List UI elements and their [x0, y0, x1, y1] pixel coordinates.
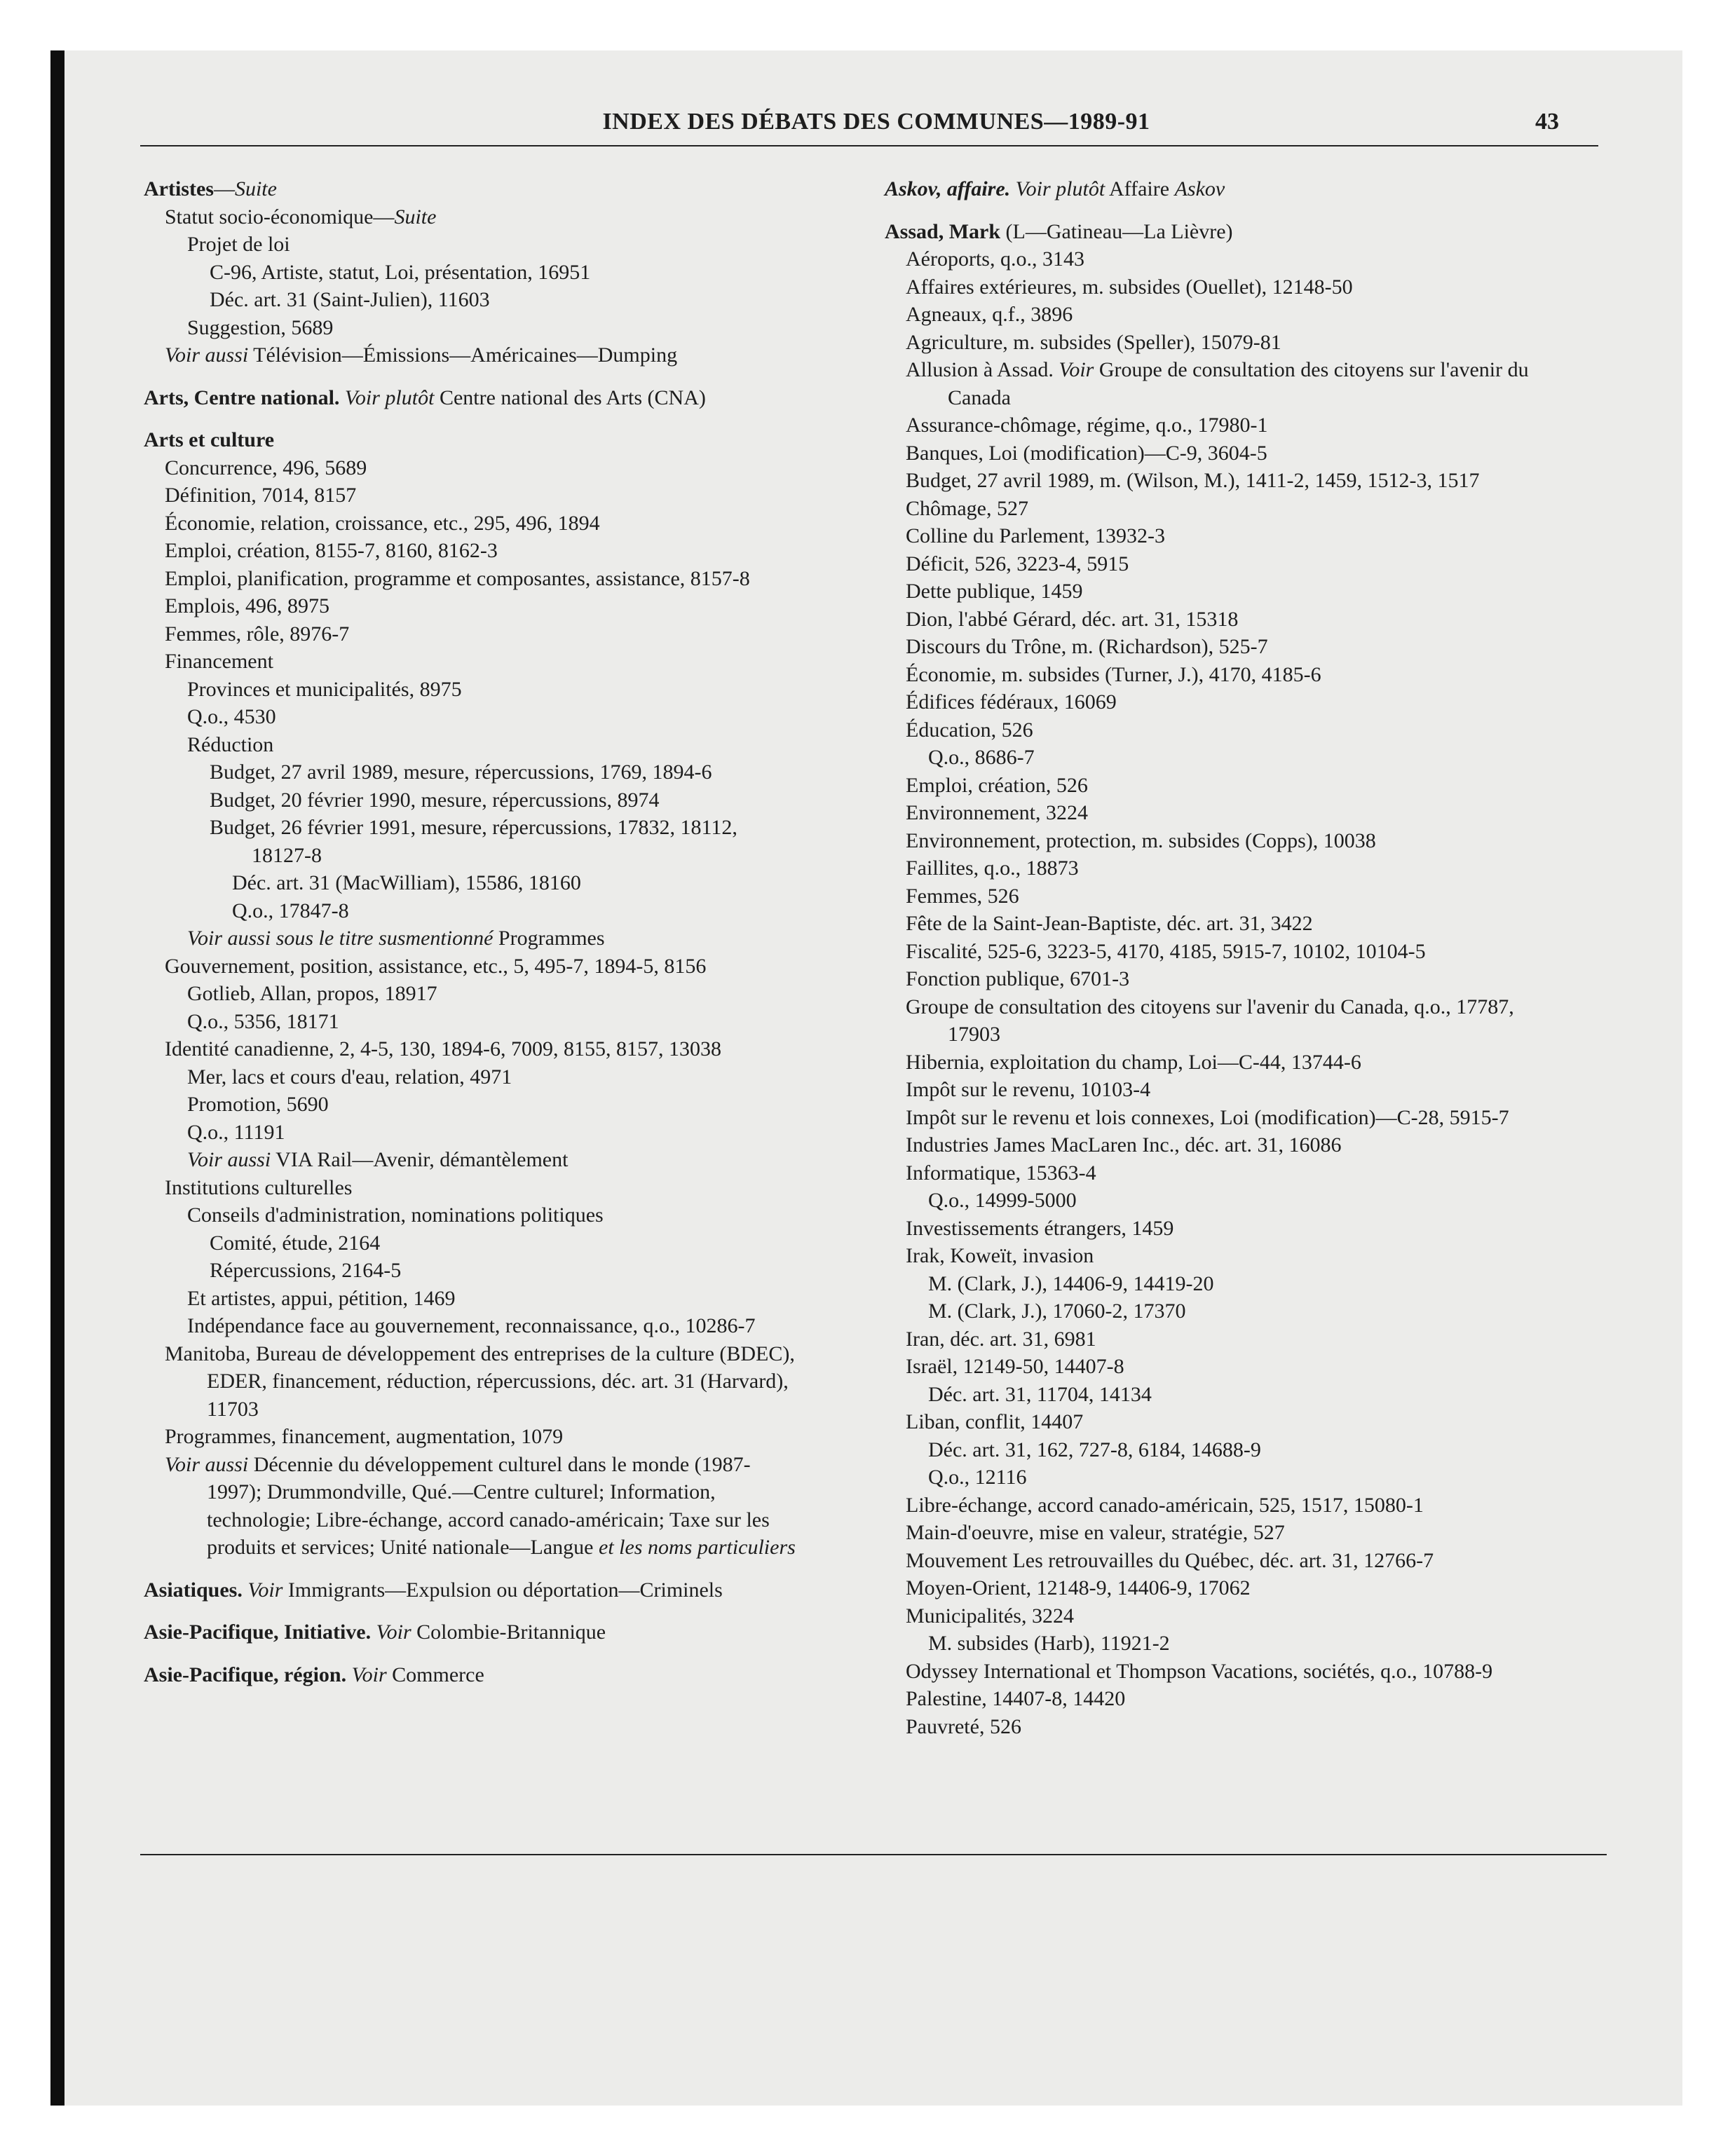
entry-text: Mer, lacs et cours d'eau, relation, 4971 [187, 1065, 512, 1089]
index-subentry [906, 522, 1537, 550]
index-subentry [928, 744, 1537, 772]
index-subentry [906, 633, 1537, 661]
index-subentry [165, 454, 796, 482]
index-subentry [187, 980, 796, 1008]
entry-text: Voir [247, 1578, 283, 1602]
entry-text: Colombie-Britannique [411, 1621, 606, 1644]
entry-text: Industries James MacLaren Inc., déc. art. 31, 16086 [906, 1133, 1342, 1157]
entry-text: Financement [165, 650, 273, 673]
index-subentry [165, 648, 796, 676]
entry-text: Budget, 20 février 1990, mesure, répercussions, 8974 [210, 788, 660, 812]
index-heading-entry [144, 384, 796, 412]
entry-text: Immigrants—Expulsion ou déportation—Criminels [283, 1578, 723, 1602]
entry-text: Groupe de consultation des citoyens sur l'avenir du Canada [948, 358, 1529, 409]
entry-text: Suite [234, 177, 277, 200]
entry-text: Informatique, 15363-4 [906, 1161, 1096, 1185]
entry-text: Et artistes, appui, pétition, 1469 [187, 1286, 456, 1310]
index-subentry [906, 882, 1537, 910]
index-subentry [928, 1630, 1537, 1658]
entry-text: Odyssey International et Thompson Vacations, sociétés, q.o., 10788-9 [906, 1659, 1493, 1683]
entry-text: Voir plutôt [344, 386, 435, 409]
entry-text: Voir aussi sous le titre susmentionné [187, 927, 494, 950]
entry-text: M. (Clark, J.), 14406-9, 14419-20 [928, 1271, 1214, 1295]
index-subentry [210, 286, 796, 314]
entry-text: Provinces et municipalités, 8975 [187, 677, 462, 701]
index-subentry [928, 1436, 1537, 1464]
entry-text: Budget, 27 avril 1989, m. (Wilson, M.), 1411-2, 1459, 1512-3, 1517 [906, 469, 1480, 492]
index-subentry [906, 1519, 1537, 1547]
entry-text: Artistes [144, 177, 214, 200]
index-heading-entry [144, 175, 796, 203]
index-subentry [165, 482, 796, 510]
index-subentry [165, 203, 796, 231]
entry-text: Projet de loi [187, 233, 290, 256]
index-subentry [187, 1008, 796, 1036]
index-subentry [906, 661, 1537, 689]
entry-text: (L—Gatineau—La Lièvre) [1000, 219, 1233, 243]
index-subentry [906, 1104, 1537, 1132]
entry-text: Aéroports, q.o., 3143 [906, 247, 1084, 271]
entry-text: Fête de la Saint-Jean-Baptiste, déc. art. 31, 3422 [906, 912, 1313, 935]
entry-text: Groupe de consultation des citoyens sur l'avenir du Canada, q.o., 17787, 17903 [906, 995, 1514, 1046]
index-subentry [906, 550, 1537, 578]
entry-text: — [213, 177, 235, 200]
entry-text: Pauvreté, 526 [906, 1714, 1021, 1738]
entry-text: Irak, Koweït, invasion [906, 1244, 1094, 1267]
entry-text: M. subsides (Harb), 11921-2 [928, 1632, 1170, 1655]
entry-text: Voir [351, 1663, 387, 1686]
index-subentry [906, 411, 1537, 439]
entry-text [371, 1621, 376, 1644]
index-subentry [165, 1035, 796, 1063]
entry-text [339, 386, 345, 409]
entry-text: Hibernia, exploitation du champ, Loi—C-44, 13744-6 [906, 1050, 1361, 1074]
entry-text: Déc. art. 31, 162, 727-8, 6184, 14688-9 [928, 1438, 1261, 1461]
index-subentry [906, 495, 1537, 523]
index-subentry [165, 510, 796, 538]
entry-text: Déc. art. 31, 11704, 14134 [928, 1382, 1152, 1406]
index-subentry [210, 1229, 796, 1257]
entry-text: Éducation, 526 [906, 718, 1033, 742]
index-heading-entry [144, 1618, 796, 1646]
index-subentry [906, 1242, 1537, 1270]
entry-text: Voir aussi [187, 1148, 271, 1171]
entry-text: Asiatiques. [144, 1578, 243, 1602]
entry-text: Q.o., 11191 [187, 1120, 285, 1144]
entry-text: Affaire [1105, 177, 1175, 200]
index-subentry [187, 314, 796, 342]
index-column-right [885, 175, 1537, 1740]
entry-text: Discours du Trône, m. (Richardson), 525-7 [906, 635, 1268, 658]
entry-text: Voir plutôt [1015, 177, 1105, 200]
index-subentry [187, 925, 796, 953]
entry-text: Identité canadienne, 2, 4-5, 130, 1894-6, 7009, 8155, 8157, 13038 [165, 1037, 722, 1060]
index-subentry [906, 467, 1537, 495]
entry-text: Gouvernement, position, assistance, etc., 5, 495-7, 1894-5, 8156 [165, 954, 707, 978]
index-subentry [906, 301, 1537, 329]
index-subentry [210, 758, 796, 786]
index-subentry [906, 1713, 1537, 1741]
index-subentry [232, 869, 796, 897]
entry-text: Emploi, création, 526 [906, 773, 1088, 797]
entry-text: M. (Clark, J.), 17060-2, 17370 [928, 1299, 1186, 1323]
scan-edge [50, 50, 64, 2106]
index-subentry [187, 1063, 796, 1091]
index-subentry [906, 1602, 1537, 1630]
index-subentry [906, 1353, 1537, 1381]
entry-text: Environnement, protection, m. subsides (Copps), 10038 [906, 828, 1376, 852]
index-subentry [906, 1547, 1537, 1575]
entry-text: Q.o., 12116 [928, 1466, 1027, 1489]
index-subentry [906, 578, 1537, 606]
entry-text: Emploi, création, 8155-7, 8160, 8162-3 [165, 539, 498, 562]
entry-text: Décennie du développement culturel dans le monde (1987-1997); Drummondville, Qué.—Centre culturel; Information, technologie; Libre-échange, accord canado-américain; Taxe sur les produits et services; Unité nationale—Langue [207, 1452, 770, 1559]
footer-rule [140, 1854, 1607, 1855]
entry-text: Budget, 27 avril 1989, mesure, répercussions, 1769, 1894-6 [210, 760, 712, 784]
entry-text: Asie-Pacifique, Initiative. [144, 1621, 372, 1644]
index-subentry [928, 1270, 1537, 1298]
index-subentry [187, 1312, 796, 1340]
index-heading-entry [885, 218, 1537, 246]
entry-text: Libre-échange, accord canado-américain, 525, 1517, 15080-1 [906, 1493, 1424, 1517]
entry-text: Faillites, q.o., 18873 [906, 857, 1079, 880]
entry-text: Emplois, 496, 8975 [165, 594, 330, 618]
entry-text: Répercussions, 2164-5 [210, 1259, 402, 1282]
entry-text: Q.o., 8686-7 [928, 746, 1035, 769]
entry-text: Institutions culturelles [165, 1175, 353, 1199]
entry-text: Programmes, financement, augmentation, 1079 [165, 1425, 564, 1448]
entry-text: Fonction publique, 6701-3 [906, 967, 1130, 990]
index-subentry [165, 1340, 796, 1424]
entry-text: Agriculture, m. subsides (Speller), 15079-81 [906, 330, 1281, 354]
entry-text: Télévision—Émissions—Américaines—Dumping [248, 343, 678, 367]
entry-text: Déficit, 526, 3223-4, 5915 [906, 552, 1129, 575]
index-subentry [906, 1325, 1537, 1353]
entry-text: Q.o., 4530 [187, 705, 276, 728]
index-subentry [165, 592, 796, 620]
entry-text [1010, 177, 1016, 200]
index-subentry [187, 1201, 796, 1229]
index-subentry [906, 854, 1537, 882]
index-subentry [906, 1685, 1537, 1713]
index-subentry [906, 1131, 1537, 1159]
index-heading-entry [885, 175, 1537, 203]
index-subentry [187, 703, 796, 731]
entry-text: Dion, l'abbé Gérard, déc. art. 31, 15318 [906, 607, 1239, 631]
index-subentry [187, 1285, 796, 1313]
index-subentry [187, 1146, 796, 1174]
entry-text: Édifices fédéraux, 16069 [906, 690, 1117, 714]
entry-text: Voir aussi [165, 343, 249, 367]
index-heading-entry [144, 426, 796, 454]
index-subentry [906, 1215, 1537, 1243]
entry-text: Chômage, 527 [906, 496, 1028, 520]
entry-text: Programmes [493, 927, 605, 950]
entry-text: Iran, déc. art. 31, 6981 [906, 1327, 1096, 1351]
entry-text [346, 1663, 352, 1686]
index-subentry [906, 439, 1537, 468]
index-subentry [906, 1159, 1537, 1187]
entry-text: Mouvement Les retrouvailles du Québec, déc. art. 31, 12766-7 [906, 1548, 1434, 1572]
index-subentry [906, 716, 1537, 744]
entry-text: Économie, m. subsides (Turner, J.), 4170, 4185-6 [906, 662, 1321, 686]
index-subentry [165, 537, 796, 565]
entry-text: Investissements étrangers, 1459 [906, 1216, 1174, 1240]
entry-text: Définition, 7014, 8157 [165, 484, 357, 507]
index-subentry [187, 731, 796, 759]
entry-text: Déc. art. 31 (MacWilliam), 15586, 18160 [232, 871, 581, 894]
entry-text: Indépendance face au gouvernement, reconnaissance, q.o., 10286-7 [187, 1314, 756, 1337]
index-subentry [906, 1658, 1537, 1686]
index-subentry [165, 565, 796, 593]
entry-text: Emploi, planification, programme et composantes, assistance, 8157-8 [165, 566, 750, 590]
index-subentry [165, 620, 796, 648]
index-subentry [906, 772, 1537, 800]
index-subentry [187, 1091, 796, 1119]
index-subentry [187, 676, 796, 704]
entry-text: Municipalités, 3224 [906, 1604, 1074, 1628]
entry-text: Agneaux, q.f., 3896 [906, 303, 1073, 326]
entry-text: Conseils d'administration, nominations politiques [187, 1203, 604, 1227]
index-subentry [906, 938, 1537, 966]
entry-text: Économie, relation, croissance, etc., 295, 496, 1894 [165, 511, 600, 535]
entry-text: Comité, étude, 2164 [210, 1231, 381, 1255]
index-subentry [165, 1174, 796, 1202]
index-subentry [165, 1451, 796, 1562]
index-subentry [906, 329, 1537, 357]
entry-text: Assad, Mark [885, 219, 1001, 243]
page-number: 43 [1535, 109, 1559, 135]
entry-text: Centre national des Arts (CNA) [434, 386, 706, 409]
entry-text: Arts, Centre national. [144, 386, 340, 409]
index-subentry [906, 1492, 1537, 1520]
index-subentry [906, 245, 1537, 273]
entry-text: Allusion à Assad. [906, 358, 1059, 381]
entry-text: Palestine, 14407-8, 14420 [906, 1687, 1126, 1710]
entry-text: Environnement, 3224 [906, 801, 1088, 824]
index-subentry [165, 341, 796, 369]
entry-text: Assurance-chômage, régime, q.o., 17980-1 [906, 414, 1268, 437]
index-subentry [928, 1464, 1537, 1492]
index-subentry [928, 1297, 1537, 1325]
entry-text: Liban, conflit, 14407 [906, 1410, 1084, 1433]
entry-text: Suite [394, 205, 437, 228]
index-subentry [187, 231, 796, 259]
index-subentry [165, 1423, 796, 1451]
index-subentry [906, 1574, 1537, 1602]
index-subentry [906, 273, 1537, 301]
entry-text: Main-d'oeuvre, mise en valeur, stratégie, 527 [906, 1521, 1285, 1544]
entry-text: Israël, 12149-50, 14407-8 [906, 1355, 1124, 1378]
running-header-title: INDEX DES DÉBATS DES COMMUNES—1989-91 [602, 109, 1150, 135]
entry-text: Dette publique, 1459 [906, 580, 1083, 603]
index-subentry [906, 356, 1537, 411]
index-heading-entry [144, 1576, 796, 1604]
entry-text: Askov [1174, 177, 1225, 200]
entry-text: Déc. art. 31 (Saint-Julien), 11603 [210, 288, 490, 311]
entry-text: Q.o., 5356, 18171 [187, 1009, 339, 1033]
entry-text: Fiscalité, 525-6, 3223-5, 4170, 4185, 5915-7, 10102, 10104-5 [906, 939, 1426, 963]
index-column-left [144, 175, 796, 1688]
index-subentry [210, 814, 796, 869]
entry-text: Affaires extérieures, m. subsides (Ouellet), 12148-50 [906, 275, 1353, 299]
entry-text: Arts et culture [144, 428, 275, 451]
entry-text: et les noms particuliers [599, 1536, 796, 1559]
index-subentry [906, 965, 1537, 993]
index-subentry [906, 799, 1537, 827]
entry-text: Réduction [187, 732, 274, 756]
entry-text: Femmes, rôle, 8976-7 [165, 622, 350, 646]
index-subentry [906, 910, 1537, 938]
index-subentry [210, 259, 796, 287]
entry-text: Manitoba, Bureau de développement des entreprises de la culture (BDEC), EDER, financement, réduction, répercussions, déc. art. 31 (Harvard), 11703 [165, 1342, 795, 1421]
entry-text: Banques, Loi (modification)—C-9, 3604-5 [906, 441, 1267, 465]
index-subentry [928, 1381, 1537, 1409]
index-heading-entry [144, 1661, 796, 1689]
index-subentry [906, 827, 1537, 855]
header-rule [140, 145, 1598, 146]
index-subentry [906, 993, 1537, 1049]
entry-text: Askov, affaire. [885, 177, 1011, 200]
entry-text: Moyen-Orient, 12148-9, 14406-9, 17062 [906, 1576, 1251, 1599]
entry-text: Asie-Pacifique, région. [144, 1663, 347, 1686]
entry-text: Impôt sur le revenu, 10103-4 [906, 1078, 1151, 1101]
index-subentry [187, 1119, 796, 1147]
entry-text: Suggestion, 5689 [187, 315, 334, 339]
entry-text: Statut socio-économique— [165, 205, 395, 228]
entry-text: Gotlieb, Allan, propos, 18917 [187, 982, 437, 1005]
entry-text: Femmes, 526 [906, 884, 1019, 908]
index-subentry [906, 1076, 1537, 1104]
entry-text: Q.o., 14999-5000 [928, 1189, 1077, 1212]
index-subentry [232, 897, 796, 925]
index-subentry [210, 786, 796, 814]
entry-text: Concurrence, 496, 5689 [165, 456, 367, 479]
entry-text: Budget, 26 février 1991, mesure, répercussions, 17832, 18112, 18127-8 [210, 816, 737, 867]
entry-text: Impôt sur le revenu et lois connexes, Loi (modification)—C-28, 5915-7 [906, 1105, 1509, 1129]
index-subentry [210, 1257, 796, 1285]
entry-text: Voir aussi [165, 1452, 249, 1476]
entry-text: Voir [376, 1621, 411, 1644]
entry-text: Q.o., 17847-8 [232, 899, 349, 922]
entry-text: Voir [1059, 358, 1094, 381]
index-subentry [928, 1187, 1537, 1215]
entry-text: Commerce [386, 1663, 484, 1686]
index-subentry [165, 953, 796, 981]
entry-text: C-96, Artiste, statut, Loi, présentation, 16951 [210, 260, 591, 284]
index-subentry [906, 688, 1537, 716]
entry-text: VIA Rail—Avenir, démantèlement [271, 1148, 569, 1171]
index-subentry [906, 606, 1537, 634]
index-subentry [906, 1049, 1537, 1077]
entry-text: Promotion, 5690 [187, 1093, 329, 1116]
entry-text: Colline du Parlement, 13932-3 [906, 524, 1165, 547]
index-subentry [906, 1408, 1537, 1436]
